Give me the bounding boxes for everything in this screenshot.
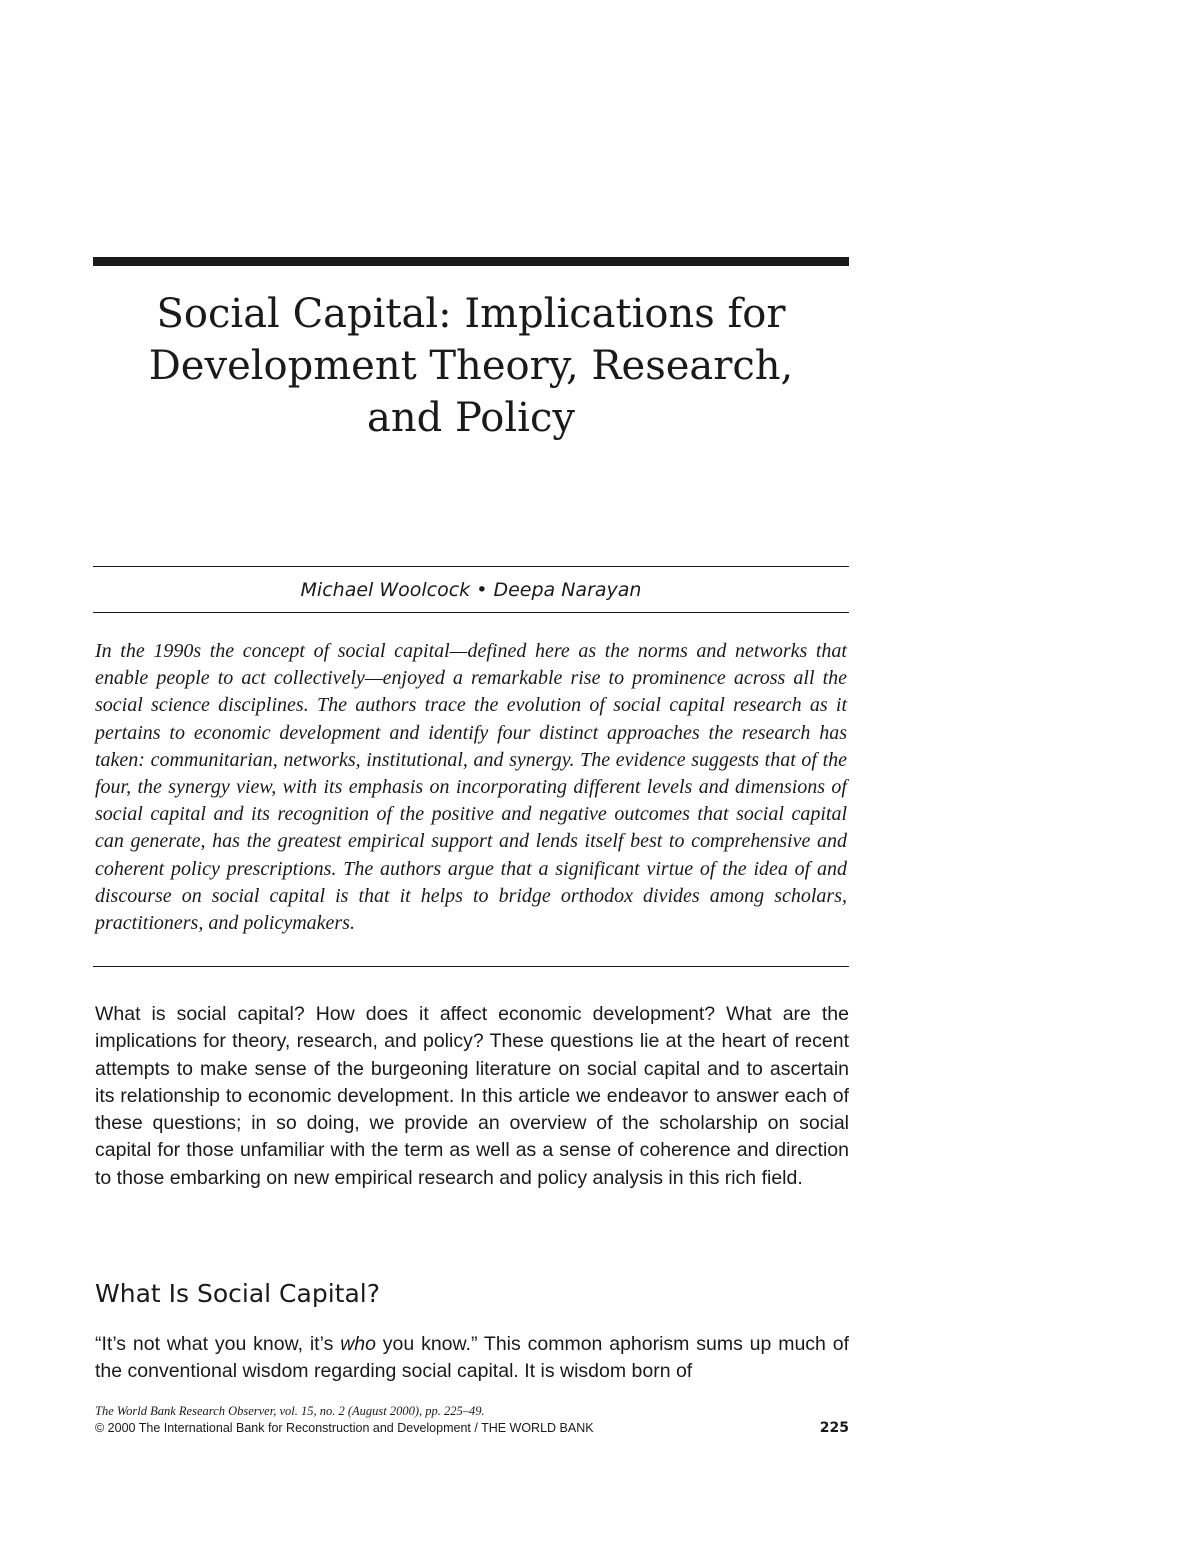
copyright-notice: © 2000 The International Bank for Reconstruction and Development / THE WORLD BANK (95, 1421, 594, 1435)
quote-continuation: you know.” This common aphorism sums up much of the conventional wisdom regarding social capital. It is wisdom born of (95, 1333, 849, 1383)
abstract: In the 1990s the concept of social capital—defined here as the norms and networks that enable people to act collectively—enjoyed a remarkable rise to prominence across all the social science disciplines. The authors trace the evolution of social capital research as it pertains to economic development and identify four distinct approaches the research has taken: communitarian, networks, institutional, and synergy. The evidence suggests that of the four, the synergy view, with its emphasis on incorporating different levels and dimensions of social capital and its recognition of the positive and negative outcomes that social capital can generate, has the greatest empirical support and lends itself best to comprehensive and coherent policy prescriptions. The authors argue that a significant virtue of the idea of and discourse on social capital is that it helps to bridge orthodox divides among scholars, practitioners, and policymakers. (95, 640, 847, 935)
journal-citation: The World Bank Research Observer, vol. 15, no. 2 (August 2000), pp. 225–49. (95, 1404, 485, 1418)
title-line: and Policy (367, 395, 575, 441)
abstract-bottom-rule (93, 966, 849, 967)
page-footer (95, 1403, 849, 1437)
authors-top-rule (93, 566, 849, 567)
title-line: Social Capital: Implications for (156, 291, 786, 337)
quote-text: “It’s not what you know, it’s (95, 1333, 341, 1355)
section-paragraph (95, 1331, 849, 1385)
quote-emphasis: who (340, 1333, 376, 1355)
title-line: Development Theory, Research, (148, 343, 794, 389)
title-top-rule (93, 257, 849, 266)
intro-paragraph: What is social capital? How does it affect economic development? What are the implications for theory, research, and policy? These questions lie at the heart of recent attempts to make sense of the burgeoning literature on social capital and to ascertain its relationship to economic development. In this article we endeavor to answer each of these questions; in so doing, we provide an overview of the scholarship on social capital for those unfamiliar with the term as well as a sense of coherence and direction to those embarking on new empirical research and policy analysis in this rich field. (95, 1003, 849, 1189)
section-heading: What Is Social Capital? (95, 1279, 380, 1308)
authors-bottom-rule (93, 612, 849, 613)
page-number: 225 (819, 1420, 849, 1436)
article-title (93, 288, 849, 444)
author-names: Michael Woolcock • Deepa Narayan (300, 579, 642, 601)
